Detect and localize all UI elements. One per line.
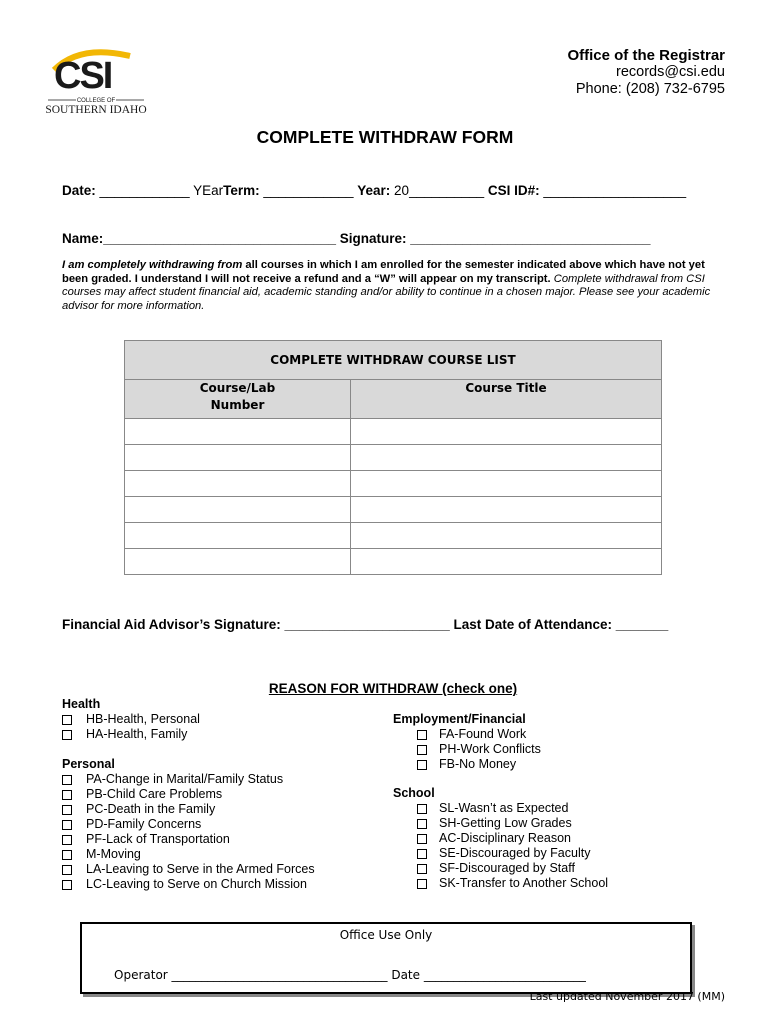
reason-option[interactable]: SK-Transfer to Another School bbox=[393, 876, 608, 891]
registrar-contact bbox=[567, 47, 725, 98]
financial-aid-row bbox=[62, 617, 668, 632]
checkbox[interactable] bbox=[417, 804, 427, 814]
checkbox[interactable] bbox=[62, 775, 72, 785]
group-heading: Personal bbox=[62, 757, 115, 771]
reason-option[interactable]: PF-Lack of Transportation bbox=[62, 832, 315, 847]
reason-option[interactable]: HB-Health, Personal bbox=[62, 712, 200, 727]
last-attendance-field[interactable]: Last Date of Attendance: _______ bbox=[453, 617, 669, 632]
date-field[interactable]: ____________ YEar bbox=[95, 183, 224, 198]
operator-date-line[interactable]: Operator ____________________________________ Date ___________________________ bbox=[114, 968, 586, 982]
csi-id-field[interactable]: ___________________ bbox=[539, 183, 687, 198]
office-use-label: Office Use Only bbox=[339, 928, 433, 942]
checkbox[interactable] bbox=[62, 865, 72, 875]
course-number-cell[interactable] bbox=[125, 549, 351, 575]
advisor-signature-field[interactable]: Financial Aid Advisor’s Signature: ______________________ bbox=[62, 617, 454, 632]
course-table-title: COMPLETE WITHDRAW COURSE LIST bbox=[125, 341, 662, 380]
checkbox[interactable] bbox=[417, 760, 427, 770]
course-title-cell[interactable] bbox=[351, 471, 662, 497]
reason-option[interactable]: SL-Wasn’t as Expected bbox=[393, 801, 608, 816]
name-signature-row bbox=[62, 231, 651, 246]
course-number-cell[interactable] bbox=[125, 523, 351, 549]
logo-mark: CSI bbox=[54, 55, 112, 97]
table-row bbox=[125, 445, 662, 471]
office-name: Office of the Registrar bbox=[567, 47, 725, 64]
reason-option[interactable]: SF-Discouraged by Staff bbox=[393, 861, 608, 876]
notice-body: all courses in which I am enrolled for the semester indicated above which have not yet been graded. I understand I will not receive a refund and a “W” will appear on my transcript. bbox=[62, 259, 705, 285]
col-course-number: Course/Lab Number bbox=[125, 380, 351, 419]
checkbox[interactable] bbox=[62, 790, 72, 800]
checkbox[interactable] bbox=[417, 879, 427, 889]
logo-line1: COLLEGE OF bbox=[76, 98, 116, 104]
notice-lead: I am completely withdrawing from bbox=[62, 259, 243, 271]
course-title-cell[interactable] bbox=[351, 497, 662, 523]
course-title-cell[interactable] bbox=[351, 549, 662, 575]
group-heading: Health bbox=[62, 697, 101, 711]
checkbox[interactable] bbox=[62, 805, 72, 815]
table-row bbox=[125, 419, 662, 445]
reason-option[interactable]: PD-Family Concerns bbox=[62, 817, 315, 832]
col-course-title: Course Title bbox=[351, 380, 662, 419]
course-title-cell[interactable] bbox=[351, 523, 662, 549]
year-field[interactable]: 20__________ bbox=[390, 183, 488, 198]
course-number-cell[interactable] bbox=[125, 471, 351, 497]
reason-heading: REASON FOR WITHDRAW (check one) bbox=[268, 681, 518, 696]
office-phone: Phone: (208) 732-6795 bbox=[575, 81, 725, 97]
reason-option[interactable]: FB-No Money bbox=[393, 757, 541, 772]
checkbox[interactable] bbox=[417, 834, 427, 844]
table-row bbox=[125, 497, 662, 523]
table-row bbox=[125, 471, 662, 497]
checkbox[interactable] bbox=[62, 820, 72, 830]
reason-option[interactable]: SH-Getting Low Grades bbox=[393, 816, 608, 831]
reason-option[interactable]: SE-Discouraged by Faculty bbox=[393, 846, 608, 861]
checkbox[interactable] bbox=[417, 849, 427, 859]
checkbox[interactable] bbox=[62, 715, 72, 725]
checkbox[interactable] bbox=[417, 864, 427, 874]
signature-field[interactable]: ________________________________ bbox=[406, 231, 651, 246]
checkbox[interactable] bbox=[62, 880, 72, 890]
group-heading: School bbox=[393, 786, 435, 800]
logo-line2: SOUTHERN IDAHO bbox=[45, 104, 147, 116]
checkbox[interactable] bbox=[417, 819, 427, 829]
reason-option[interactable]: LC-Leaving to Serve on Church Mission bbox=[62, 877, 315, 892]
checkbox[interactable] bbox=[62, 835, 72, 845]
course-number-cell[interactable] bbox=[125, 419, 351, 445]
year-label: Year: bbox=[357, 183, 391, 198]
form-title: COMPLETE WITHDRAW FORM bbox=[256, 127, 514, 147]
reason-option[interactable]: M-Moving bbox=[62, 847, 315, 862]
course-title-cell[interactable] bbox=[351, 419, 662, 445]
course-number-cell[interactable] bbox=[125, 497, 351, 523]
term-field[interactable]: ____________ bbox=[259, 183, 358, 198]
signature-label: Signature: bbox=[339, 231, 407, 246]
office-email: records@csi.edu bbox=[615, 64, 725, 80]
reason-group-employment bbox=[393, 712, 541, 772]
office-use-box bbox=[80, 922, 692, 994]
date-term-row bbox=[62, 183, 686, 198]
reason-option[interactable]: AC-Disciplinary Reason bbox=[393, 831, 608, 846]
name-label: Name: bbox=[62, 231, 104, 246]
checkbox[interactable] bbox=[62, 730, 72, 740]
last-updated-note: Last updated November 2017 (MM) bbox=[529, 990, 725, 1003]
date-label: Date: bbox=[62, 183, 96, 198]
checkbox[interactable] bbox=[62, 850, 72, 860]
course-title-cell[interactable] bbox=[351, 445, 662, 471]
reason-option[interactable]: PA-Change in Marital/Family Status bbox=[62, 772, 315, 787]
csi-logo-graphic bbox=[40, 48, 152, 118]
table-row bbox=[125, 523, 662, 549]
course-number-cell[interactable] bbox=[125, 445, 351, 471]
reason-option[interactable]: PC-Death in the Family bbox=[62, 802, 315, 817]
reason-option[interactable]: PH-Work Conflicts bbox=[393, 742, 541, 757]
checkbox[interactable] bbox=[417, 745, 427, 755]
reason-option[interactable]: PB-Child Care Problems bbox=[62, 787, 315, 802]
csi-logo bbox=[40, 48, 152, 118]
reason-group-school bbox=[393, 786, 608, 891]
csi-id-label: CSI ID#: bbox=[487, 183, 540, 198]
table-row bbox=[125, 549, 662, 575]
reason-group-personal bbox=[62, 757, 315, 892]
checkbox[interactable] bbox=[417, 730, 427, 740]
reason-option[interactable]: LA-Leaving to Serve in the Armed Forces bbox=[62, 862, 315, 877]
term-label: Term: bbox=[223, 183, 260, 198]
notice-warning: Complete withdrawal from CSI courses may affect student financial aid, academic standing and/or ability to continue in a chosen major. Please see your academic advisor for more information. bbox=[62, 272, 711, 312]
name-field[interactable]: _______________________________ bbox=[103, 231, 340, 246]
reason-group-health bbox=[62, 697, 200, 742]
course-list-table bbox=[124, 340, 662, 575]
reason-option[interactable]: FA-Found Work bbox=[393, 727, 541, 742]
group-heading: Employment/Financial bbox=[393, 712, 526, 726]
reason-option[interactable]: HA-Health, Family bbox=[62, 727, 200, 742]
withdrawal-notice bbox=[62, 259, 722, 313]
